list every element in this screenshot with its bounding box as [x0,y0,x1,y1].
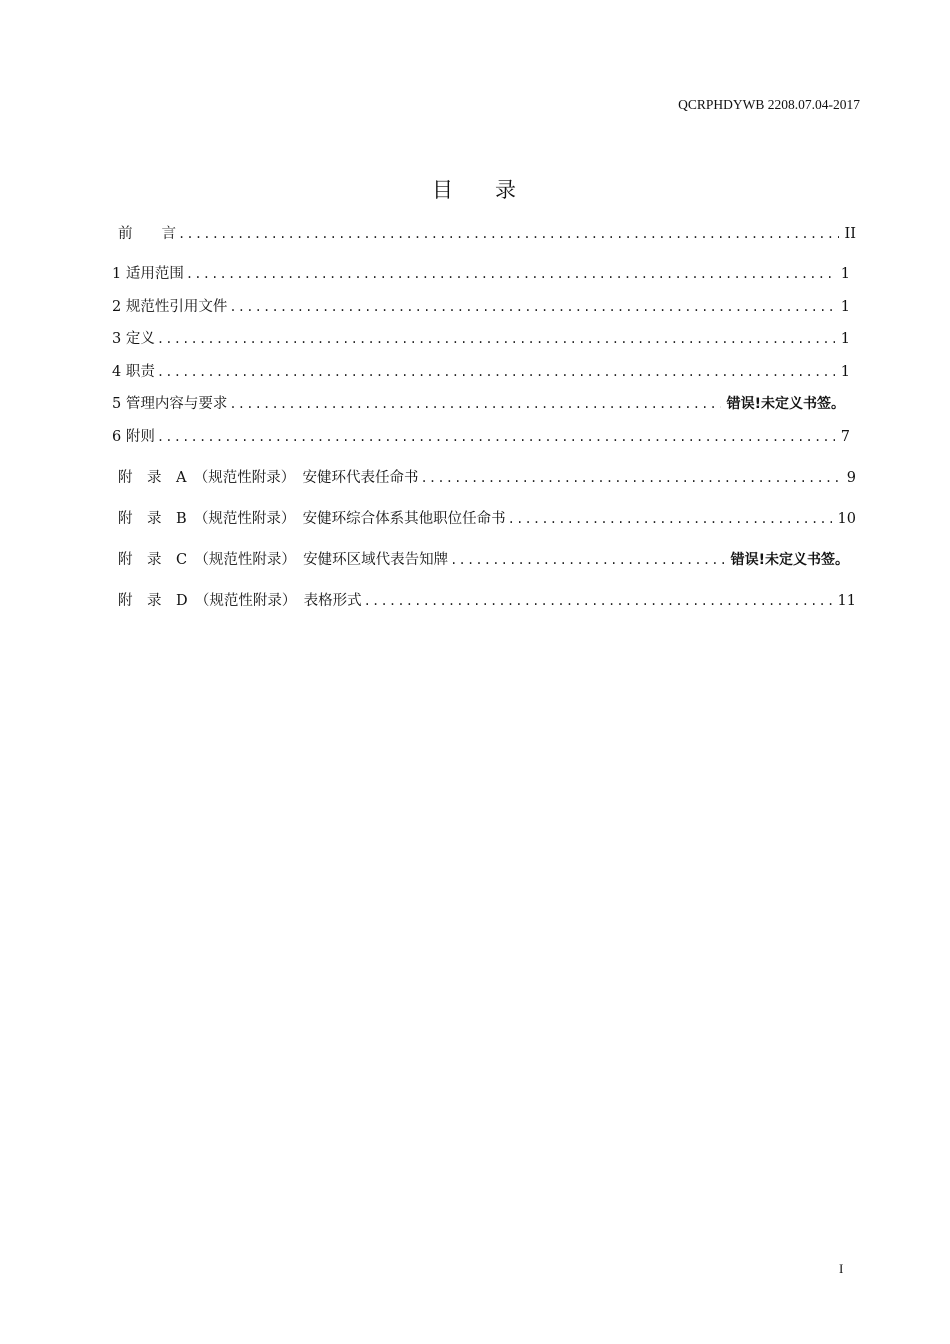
dot-leader [157,365,835,379]
toc-title [0,174,950,204]
dot-leader [178,227,839,241]
dot-leader [157,430,835,444]
toc-entry-normative-references[interactable] [112,295,850,316]
toc-entry-appendix-c[interactable] [118,548,849,569]
toc-entry-label: 附 录 D （规范性附录） 表格形式 [118,593,362,609]
dot-leader [508,512,832,526]
toc-entry-appendix-a[interactable] [118,466,856,487]
toc-entry-definitions[interactable] [112,327,850,348]
toc-entry-foreword[interactable] [118,222,856,243]
toc-entry-page: 1 [840,364,850,380]
dot-leader [450,553,725,567]
toc-entry-page: 1 [840,299,850,315]
toc-entry-page: 1 [840,266,850,282]
toc-entry-label: 附 录 B （规范性附录） 安健环综合体系其他职位任命书 [118,511,506,527]
toc-entry-label: 附 录 C （规范性附录） 安健环区域代表告知牌 [118,552,449,568]
toc-entry-scope[interactable] [112,262,850,283]
toc-title-char-1: 目 [432,178,455,202]
toc-entry-appendix-b[interactable] [118,507,856,528]
toc-entry-page: 11 [837,593,856,609]
toc-title-char-2: 录 [495,178,518,202]
dot-leader [229,397,720,411]
toc-entry-page: 7 [840,429,850,445]
dot-leader [229,300,834,314]
toc-entry-error-text: 错误!未定义书签。 [730,552,849,568]
toc-entry-management-requirements[interactable] [112,392,845,413]
toc-entry-label: 5 管理内容与要求 [112,396,228,412]
dot-leader [364,594,832,608]
toc-entry-responsibilities[interactable] [112,360,850,381]
toc-entry-label: 1 适用范围 [112,266,184,282]
toc-entry-label: 2 规范性引用文件 [112,299,228,315]
toc-entry-page: 9 [846,470,856,486]
toc-entry-page: II [844,226,856,242]
dot-leader [186,267,835,281]
page-number: I [839,1261,844,1276]
toc-entry-label: 6 附则 [112,429,155,445]
toc-entry-label: 4 职责 [112,364,155,380]
dot-leader [157,332,835,346]
document-code: QCRPHDYWB 2208.07.04-2017 [678,97,860,112]
toc-entry-label: 3 定义 [112,331,155,347]
toc-entry-page: 10 [837,511,856,527]
toc-entry-page: 1 [840,331,850,347]
toc-entry-label: 前 言 [118,226,176,242]
toc-entry-appendix-d[interactable] [118,589,856,610]
toc-entry-error-text: 错误!未定义书签。 [726,396,845,412]
toc-entry-supplementary[interactable] [112,425,850,446]
toc-entry-label: 附 录 A （规范性附录） 安健环代表任命书 [118,470,419,486]
dot-leader [420,471,840,485]
